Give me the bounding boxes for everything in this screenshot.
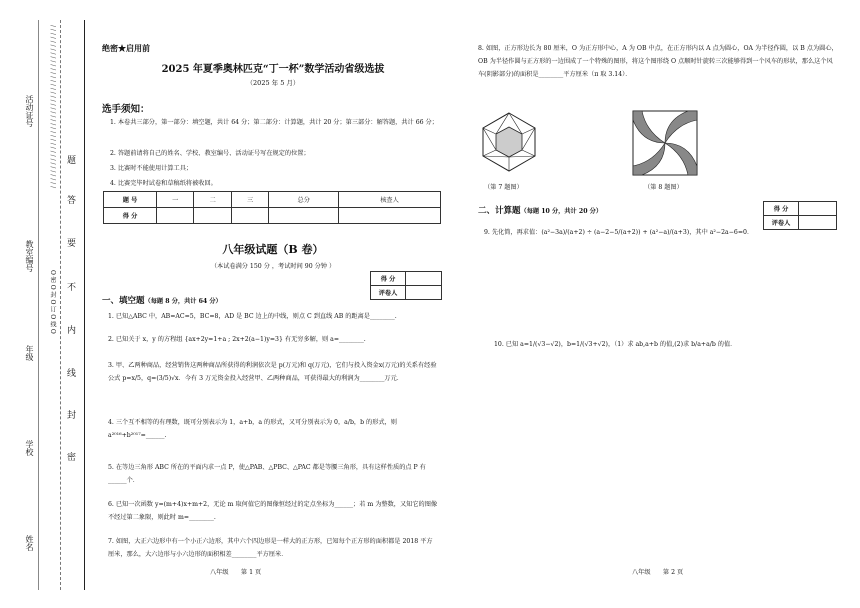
question-5: 5. 在等边三角形 ABC 所在的平面内求一点 P，使△PAB、△PBC、△PAC 都是等腰三角形，具有这样性质的点 P 有______个． — [108, 464, 426, 484]
reviewer-label: 评卷人 — [371, 286, 406, 300]
margin-border — [84, 20, 85, 590]
sidebar-line — [38, 20, 39, 590]
confidential-mark: 绝密★启用前 — [102, 43, 150, 53]
figure-7-caption: （第 7 题图） — [484, 184, 523, 191]
exam-date: （2025 年 5 月） — [246, 79, 300, 87]
section2-heading: 二、计算题 — [478, 206, 521, 216]
notice-item: 3. 比赛时不能使用计算工具； — [110, 165, 193, 172]
seal-char: 要 — [65, 238, 75, 247]
score-table-header: 总分 — [269, 192, 339, 208]
section1-note: （每题 8 分，共计 64 分） — [144, 298, 222, 305]
field-label-school: 学校 — [25, 440, 34, 456]
reviewer-cell — [406, 286, 442, 300]
notice-item: 1. 本卷共三部分，第一部分：填空题，共计 64 分；第二部分：计算题，共计 20 分；第三部分：解答题，共计 66 分； — [110, 119, 438, 126]
page-title: 2025 年夏季奥林匹克“丁一杯”数学活动省级选拔 — [161, 64, 385, 75]
score-box-cell — [799, 202, 837, 216]
seal-dash-line — [60, 20, 61, 590]
field-label-activity-id: 活动证号 — [25, 95, 34, 127]
question-1: 1. 已知△ABC 中，AB=AC=5，BC=8，AD 是 BC 边上的中线，则点 C 到直线 AB 的距离是________. — [108, 313, 397, 320]
score-table — [103, 191, 441, 224]
score-box-cell — [406, 272, 442, 286]
score-table-header: 题 号 — [104, 192, 157, 208]
score-cell — [157, 208, 194, 224]
footer-right: 八年级 第 2 页 — [632, 569, 684, 576]
score-box-section1 — [370, 271, 442, 300]
score-box-label: 得 分 — [371, 272, 406, 286]
question-6: 6. 已知一次函数 y=(m+4)x+m+2，无论 m 取何值它的图像恒经过的定点坐标为______；若 m 为整数，又知它的图像不经过第二象限，则此时 m=________. — [108, 501, 438, 521]
question-4: 4. 三个互不相等的有理数，既可分别表示为 1，a+b，a 的形式，又可分别表示为 0，a/b，b 的形式，则 a²⁰¹⁶+b²⁰¹⁷=______. — [108, 419, 397, 439]
score-row-label: 得 分 — [104, 208, 157, 224]
score-cell — [194, 208, 231, 224]
field-label-grade: 年级 — [25, 345, 34, 361]
score-cell — [269, 208, 339, 224]
footer-left: 八年级 第 1 页 — [210, 569, 262, 576]
question-7: 7. 如图，大正六边形中有一个小正六边形，其中六个四边形是一样大的正方形，已知每个正方形的面积都是 2018 平方厘米，那么，大六边形与小六边形的面积相差________平方厘米． — [108, 538, 433, 558]
reviewer-cell — [799, 216, 837, 230]
notice-item: 2. 答题前请将自己的姓名、学校、教室编号、活动证号写在规定的位置； — [110, 150, 310, 157]
score-table-header: 三 — [231, 192, 268, 208]
section1-header — [102, 294, 222, 306]
score-box-section2 — [763, 201, 837, 230]
seal-char: 不 — [65, 282, 75, 291]
score-box-label: 得 分 — [764, 202, 799, 216]
section2-note: （每题 10 分，共计 20 分） — [520, 208, 603, 215]
sidebar-dash-pattern: / / / / / / / / / / / / / / / / / / / / / / / / / / / / / / / / / / / / / / / / / / — [49, 25, 56, 189]
score-table-header: 一 — [157, 192, 194, 208]
seal-char: 线 — [65, 368, 75, 377]
seal-char: 答 — [65, 195, 75, 204]
figure-8-caption: （第 8 题图） — [644, 184, 683, 191]
figure-7-hexagon — [478, 111, 540, 173]
section2-header — [478, 204, 602, 216]
score-cell — [231, 208, 268, 224]
reviewer-label: 评卷人 — [764, 216, 799, 230]
seal-char: 题 — [65, 155, 75, 164]
field-label-room-no: 教室编号 — [25, 240, 34, 272]
exam-title: 八年级试题（B 卷） — [222, 243, 324, 256]
question-3: 3. 甲、乙两种商品，经营销售这两种商品所获得的利润依次是 p(万元)和 q(万元)，它们与投入资金x(万元)的关系有经验公式 p=x/5，q=(3/5)√x．今有 3 万元资金投入经营甲、乙两种商品，可获得最大的利润为________万元． — [108, 362, 437, 382]
seal-char: 内 — [65, 325, 75, 334]
seal-char: 密 — [65, 452, 75, 461]
seal-line-text: Ο 密 Ο 封 Ο 订 Ο 线 Ο — [49, 270, 56, 334]
section1-heading: 一、填空题 — [102, 296, 145, 306]
score-table-header: 核查人 — [339, 192, 441, 208]
hexagon-inner — [496, 127, 522, 157]
notice-item: 4. 比赛完毕时试卷和草稿纸将被收回。 — [110, 180, 217, 187]
seal-char: 封 — [65, 410, 75, 419]
question-2: 2. 已知关于 x，y 的方程组 {ax+2y=1+a ; 2x+2(a−1)y=3} 有无穷多解，则 a=________. — [108, 336, 366, 343]
question-8: 8. 如图，正方形边长为 80 厘米，O 为正方形中心，A 为 OB 中点，在正方形内以 A 点为圆心，OA 为半径作圆，以 B 点为圆心，OB 为半径作圆与正方形的一边围成了一个特殊的图形，将这个图形绕 O 点顺时针旋转三次能够得到一个风车的形状，那么这个风车(阴影部分)的面积是________平方厘米（π 取 3.14）． — [478, 45, 838, 78]
question-9: 9. 先化简，再求值：(a²−3a)/(a+2) ÷ (a−2−5/(a+2)) + (a²−a)/(a+3)，其中 a²−2a−6=0． — [484, 229, 754, 236]
score-table-header: 二 — [194, 192, 231, 208]
exam-subtitle: （本试卷满分 150 分 ，考试时间 90 分钟 ） — [210, 263, 336, 270]
figure-8-windmill — [632, 110, 698, 176]
score-cell — [339, 208, 441, 224]
field-label-name: 姓名 — [25, 535, 34, 551]
notice-heading: 选手须知： — [102, 104, 150, 115]
question-10: 10. 已知 a=1/(√3−√2)，b=1/(√3+√2)，（1）求 ab,a+b 的值,(2)求 b/a+a/b 的值． — [494, 341, 737, 348]
